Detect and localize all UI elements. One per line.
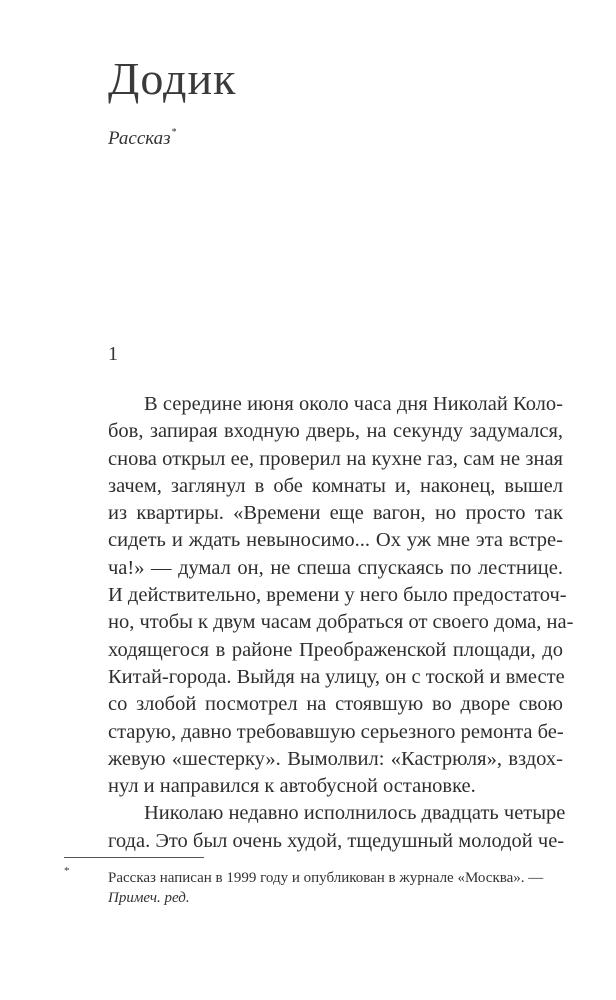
text-line: старую, давно требовавшую серьезного ремонта бе- xyxy=(108,720,564,743)
text-line: Китай-города. Выйдя на улицу, он с тоской и вместе xyxy=(108,665,565,688)
footnote-mark: * xyxy=(64,865,70,877)
subtitle-text: Рассказ xyxy=(108,128,171,149)
text-line: нул и направился к автобусной остановке. xyxy=(108,775,476,798)
text-line: сидеть и ждать невыносимо... Ох уж мне эта встре- xyxy=(108,529,563,552)
text-line: года. Это был очень худой, тщедушный молодой че- xyxy=(108,829,565,852)
chapter-number: 1 xyxy=(108,343,118,365)
footnote-divider xyxy=(64,857,204,858)
text-line: из квартиры. «Времени еще вагон, но просто так xyxy=(108,502,563,525)
text-line: Николаю недавно исполнилось двадцать четыре xyxy=(144,802,566,825)
text-line: зачем, заглянул в обе комнаты и, наконец, вышел xyxy=(108,474,563,497)
text-line: ходящегося в районе Преображенской площади, до xyxy=(108,638,563,661)
footnote-reference-mark: * xyxy=(171,127,177,138)
text-line: но, чтобы к двум часам добраться от своего дома, на- xyxy=(108,611,574,634)
text-line: со злобой посмотрел на стоявшую во дворе свою xyxy=(108,693,563,716)
footnote xyxy=(108,868,568,908)
text-line: И действительно, времени у него было предостаточ- xyxy=(108,584,567,607)
text-line: жевую «шестерку». Вымолвил: «Кастрюля», вздох- xyxy=(108,747,563,770)
story-subtitle xyxy=(108,127,177,150)
text-line: В середине июня около часа дня Николай Коло- xyxy=(144,393,563,415)
footnote-editor-note: Примеч. ред. xyxy=(108,890,190,906)
story-title: Додик xyxy=(108,53,237,104)
text-line: снова открыл ее, проверил на кухне газ, сам не зная xyxy=(108,447,563,470)
footnote-text: Рассказ написан в 1999 году и опубликован в журнале «Москва». — xyxy=(108,870,544,886)
text-line: ча!» — думал он, не спеша спускаясь по лестнице. xyxy=(108,556,563,579)
text-line: бов, запирая входную дверь, на секунду задумался, xyxy=(108,420,563,443)
body-text xyxy=(108,391,574,855)
